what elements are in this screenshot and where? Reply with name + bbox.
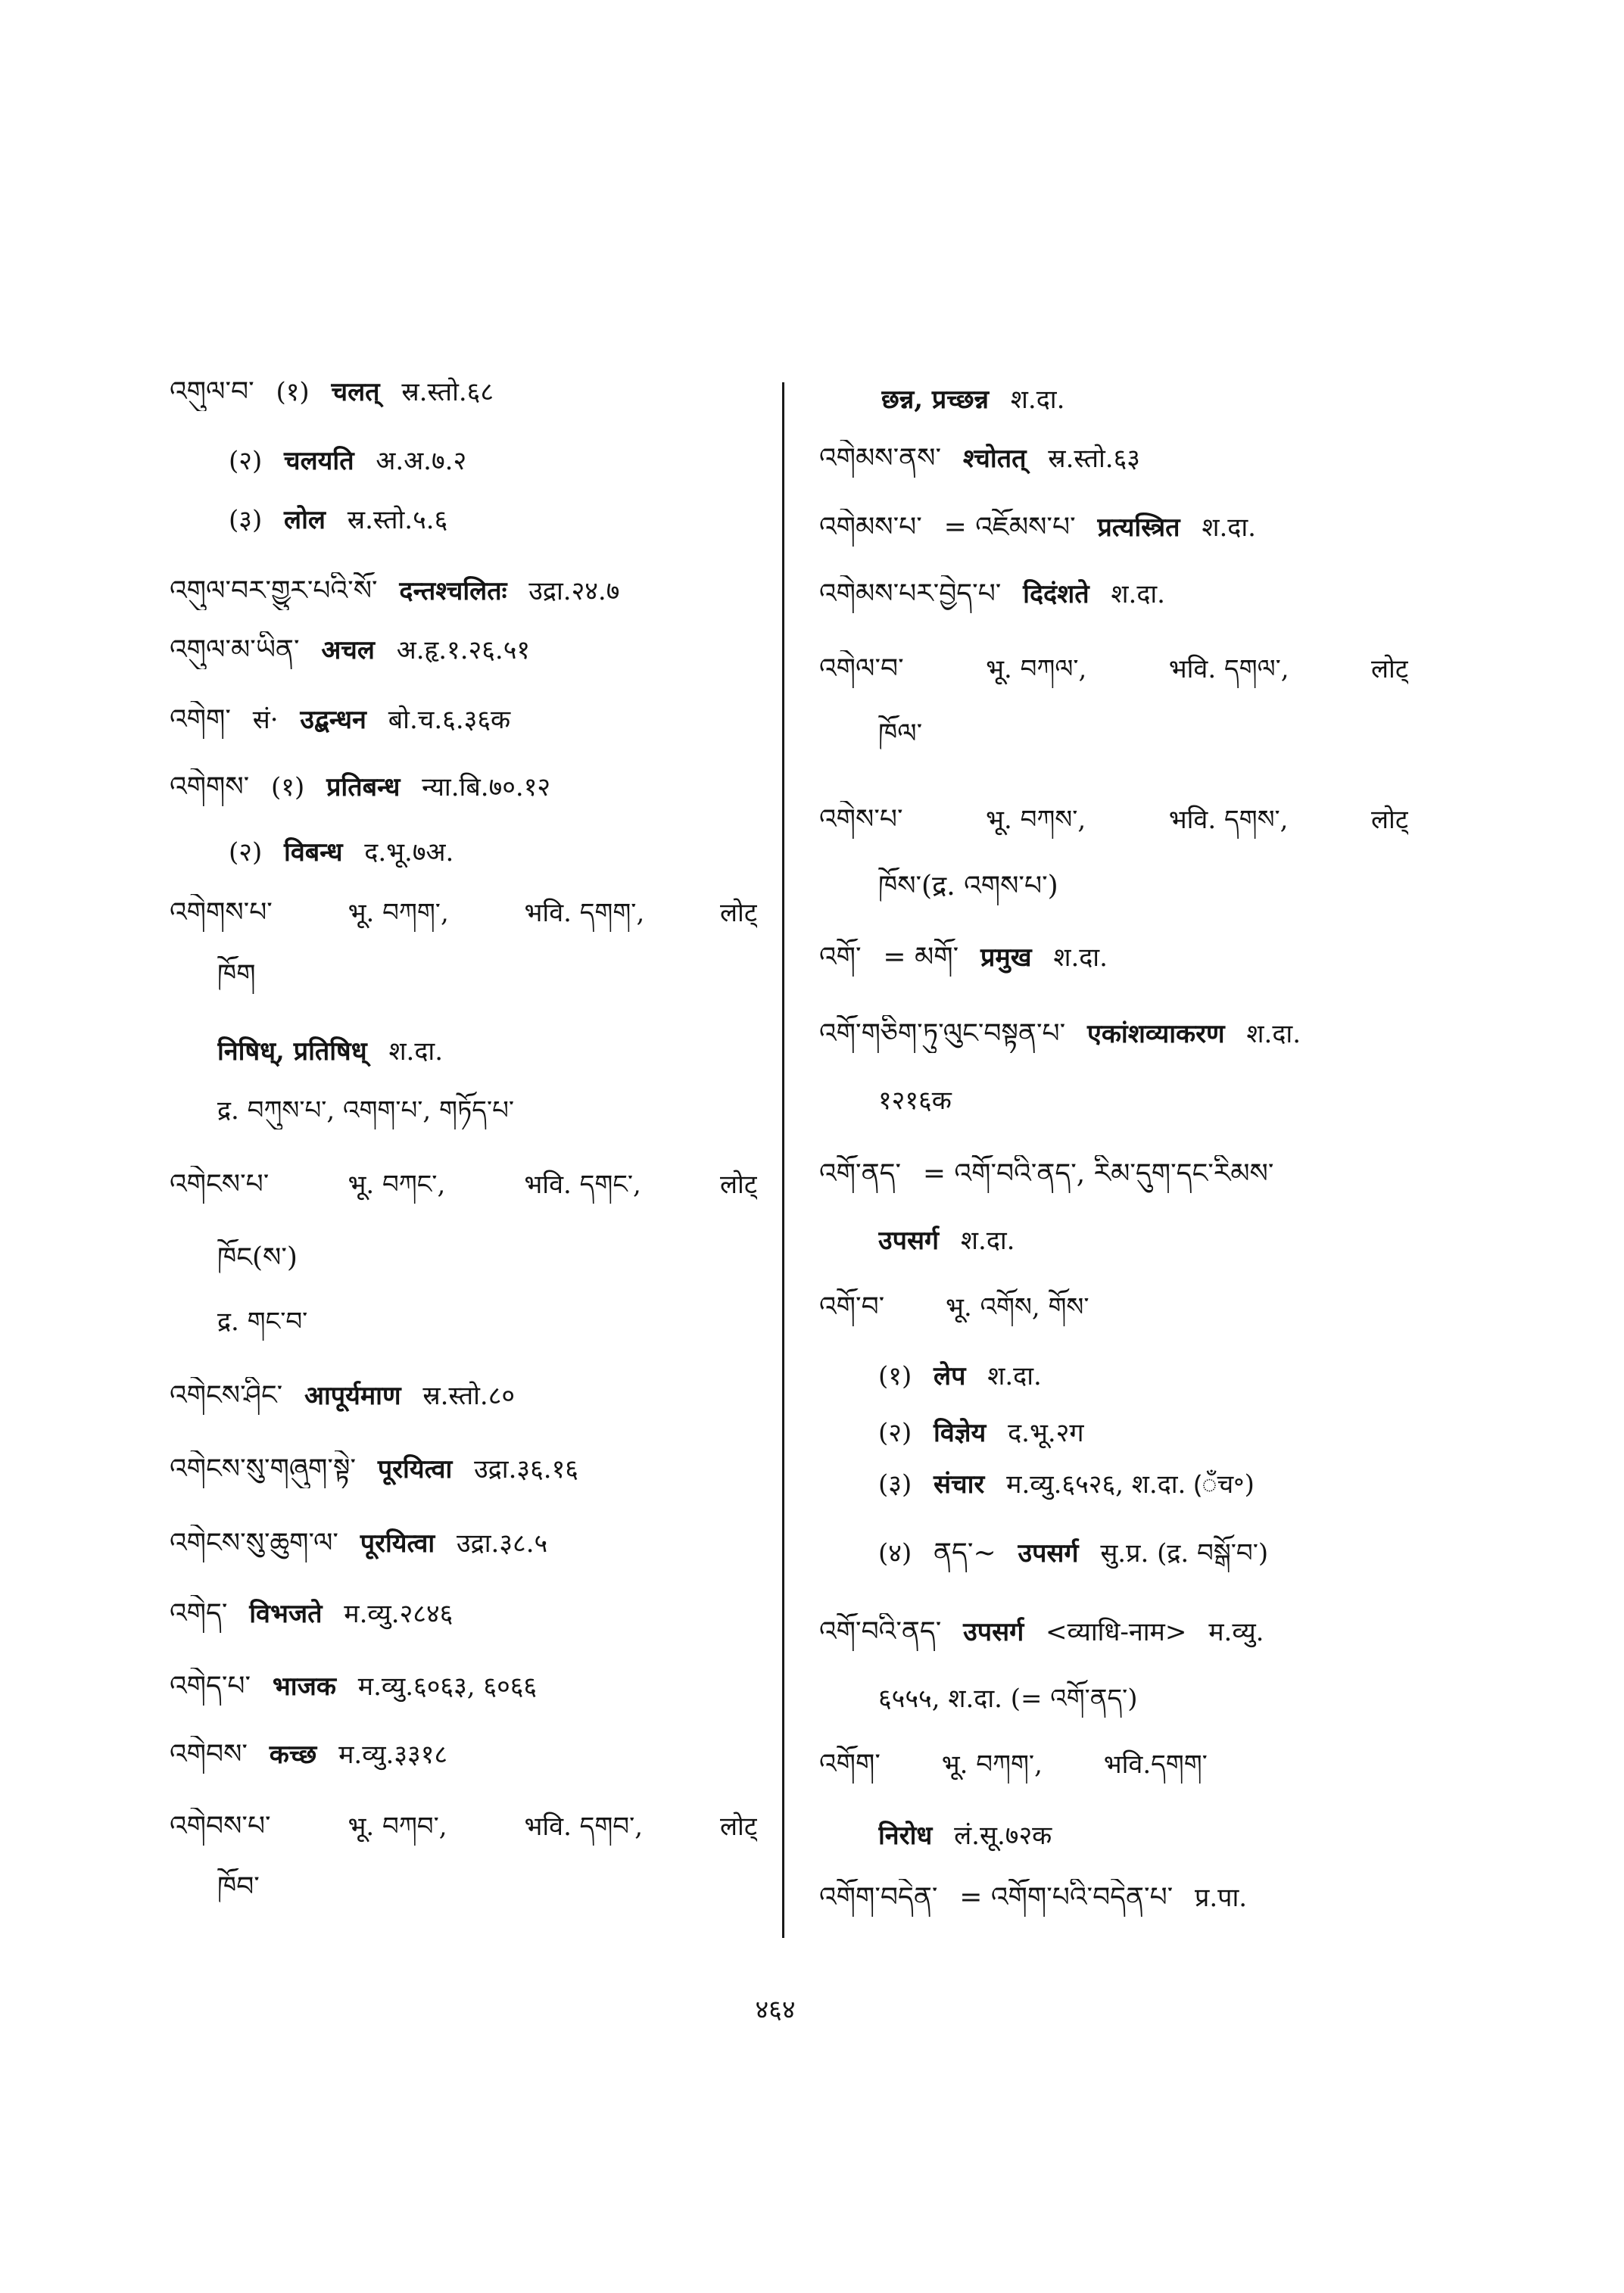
headword: འགེལ་བ་ xyxy=(819,653,904,684)
headword: འགེགས་ xyxy=(170,771,250,802)
entry-line xyxy=(819,1155,1408,1193)
gloss: श्चोतत् xyxy=(962,444,1027,474)
source: द.भू.२ग xyxy=(1008,1418,1084,1448)
gloss: भाजक xyxy=(272,1671,336,1702)
source: म.व्यु.६५२६, श.दा. (ँच॰) xyxy=(1006,1469,1255,1500)
source: श.दा. xyxy=(960,1226,1015,1256)
sense-line xyxy=(878,1466,1408,1503)
sense-line xyxy=(878,1534,1408,1572)
headword: འགེག་ xyxy=(170,704,231,735)
source: स्र.स्तो.६३ xyxy=(1048,444,1140,474)
tibetan-term: ནད་~ xyxy=(934,1537,996,1569)
source: श.दा. xyxy=(1111,579,1165,609)
gloss: प्रमुख xyxy=(980,942,1032,973)
gloss: लेप xyxy=(934,1361,966,1391)
entry-line xyxy=(170,572,757,610)
headword: འགོ་བ་ xyxy=(819,1291,885,1323)
entry-line xyxy=(170,1166,757,1204)
entry-line xyxy=(170,768,757,806)
source: उद्रा.३६.१६ xyxy=(474,1454,578,1485)
source: श.दा. xyxy=(388,1036,444,1067)
imperative-label: लोट् xyxy=(719,1170,757,1200)
gloss: छन्न, प्रच्छन्न xyxy=(881,385,989,415)
entry-line xyxy=(170,1668,757,1706)
imperative-label: लोट् xyxy=(719,1812,757,1842)
gloss: चलत् xyxy=(331,377,380,407)
column-divider xyxy=(782,382,784,1938)
entry-line xyxy=(170,1736,757,1774)
gloss: दिदंशते xyxy=(1023,579,1089,609)
imperative-label: लोट् xyxy=(1370,805,1408,835)
source: स्र.स्तो.५.६ xyxy=(347,505,448,535)
sense-line xyxy=(229,501,757,539)
imperative-label: लोट् xyxy=(720,898,757,928)
category-note: <व्याधि-नाम> xyxy=(1046,1617,1187,1647)
past-form: भू. བཀག་, xyxy=(941,1749,1043,1780)
source: श.दा. xyxy=(1053,942,1108,973)
equivalent: = འགོ་བའི་ནད་, རིམ་དུག་དང་རིམས་ xyxy=(922,1158,1274,1189)
gloss: उपसर्ग xyxy=(1018,1538,1079,1569)
past-form: भू. བཀག་, xyxy=(348,898,449,928)
gloss: कच्छ xyxy=(269,1740,317,1770)
headword: འགེངས་སུ་གཞུག་སྟེ་ xyxy=(170,1453,357,1485)
gloss: विभजते xyxy=(249,1599,323,1629)
source: स्र.स्तो.८० xyxy=(422,1381,516,1411)
sense-number: (१) xyxy=(271,772,305,802)
headword: འགུལ་བར་གྱུར་པའི་སོ་ xyxy=(170,575,378,606)
gloss: संचार xyxy=(934,1469,985,1500)
imperative-form: ཁོབ་ xyxy=(217,1871,260,1902)
headword: འགོ་ནད་ xyxy=(819,1158,902,1189)
imperative-form: ཁོང(ས་) xyxy=(217,1242,298,1273)
past-form: भू. བཀང་, xyxy=(348,1170,446,1200)
entry-line xyxy=(170,631,757,669)
headword: འགོག་བདེན་ xyxy=(819,1882,938,1913)
gloss: लोल xyxy=(284,505,326,535)
source: ६५५५, श.दा. (= འགོ་ནད་) xyxy=(878,1684,1138,1714)
source: प्र.पा. xyxy=(1195,1883,1248,1913)
entry-line xyxy=(170,1808,757,1846)
sense-number: (४) xyxy=(878,1538,912,1569)
future-form: भवि. དགང་, xyxy=(524,1170,641,1200)
continuation-line xyxy=(878,1222,1408,1260)
imperative-form: ཁོལ་ xyxy=(878,718,923,749)
entry-line xyxy=(819,575,1408,613)
past-form: भू. འགོས, གོས་ xyxy=(946,1292,1089,1323)
entry-line xyxy=(819,939,1408,977)
usage-note: सं· xyxy=(252,705,279,735)
continuation-line xyxy=(878,868,1408,905)
entry-line xyxy=(170,1377,757,1415)
entry-line xyxy=(170,373,757,411)
headword: འགོ་ xyxy=(819,942,862,973)
source: न्या.बि.७०.१२ xyxy=(422,772,551,802)
sense-line xyxy=(878,1414,1408,1452)
source: उद्रा.३८.५ xyxy=(457,1528,548,1559)
headword: འགེམས་ནས་ xyxy=(819,443,942,474)
headword: འགེད་ xyxy=(170,1598,228,1629)
entry-line xyxy=(170,1525,757,1562)
source: श.दा. xyxy=(1010,385,1065,415)
sense-number: (२) xyxy=(878,1418,912,1448)
entry-line xyxy=(819,1746,1408,1784)
future-form: भवि. དགག་, xyxy=(524,898,645,928)
gloss: उद्बन्धन xyxy=(300,705,366,735)
headword: འགེས་པ་ xyxy=(819,804,903,835)
entry-line xyxy=(819,801,1408,839)
imperative-label: लोट् xyxy=(1370,654,1408,684)
source: म.व्यु.६०६३, ६०६६ xyxy=(357,1671,538,1702)
cross-reference-text: द्र. བཀུས་པ་, འགག་པ་, གཏོད་པ་ xyxy=(217,1095,515,1126)
gloss: दन्तश्चलितः xyxy=(399,576,507,606)
equivalent: = འགོག་པའི་བདེན་པ་ xyxy=(959,1882,1174,1913)
headword: འགུལ་བ་ xyxy=(170,376,254,407)
continuation-line xyxy=(878,1817,1408,1855)
gloss: उपसर्ग xyxy=(963,1617,1024,1647)
continuation-line xyxy=(878,715,1408,753)
gloss: अचल xyxy=(321,635,375,665)
entry-line xyxy=(170,1595,757,1633)
page-number: ४६४ xyxy=(755,1995,796,2025)
entry-line xyxy=(819,650,1408,688)
gloss: विज्ञेय xyxy=(934,1418,987,1448)
cross-reference xyxy=(217,1303,757,1341)
source: बो.च.६.३६क xyxy=(388,705,511,735)
continuation-line xyxy=(878,1082,1408,1120)
source: स्र.स्तो.६८ xyxy=(401,377,494,407)
entry-line xyxy=(819,1015,1408,1053)
headword: འགེངས་སུ་ཆུག་ལ་ xyxy=(170,1528,338,1559)
source: द.भू.७अ. xyxy=(364,837,454,868)
sense-number: (१) xyxy=(276,377,310,407)
past-form: भू. བཀལ་, xyxy=(986,654,1087,684)
headword: འགེམས་པ་ xyxy=(819,512,922,543)
equivalent: = མགོ་ xyxy=(883,942,959,973)
gloss: पूरयित्वा xyxy=(360,1528,435,1559)
past-form: भू. བཀས་, xyxy=(986,805,1086,835)
gloss: चलयति xyxy=(284,446,354,476)
sense-number: (२) xyxy=(229,837,263,868)
source: म.व्यु. xyxy=(1208,1617,1264,1647)
entry-line xyxy=(819,440,1408,478)
entry-line xyxy=(819,509,1408,547)
headword: འགོ་བའི་ནད་ xyxy=(819,1616,942,1647)
imperative-form: ཁོས་(द्र. འགས་པ་) xyxy=(878,871,1058,902)
gloss: निरोध xyxy=(878,1821,933,1851)
source: म.व्यु.२८४६ xyxy=(344,1599,454,1629)
gloss: विबन्ध xyxy=(284,837,343,868)
entry-line xyxy=(819,1288,1408,1326)
imperative-form: ཁོག xyxy=(217,959,256,990)
cross-reference-text: द्र. གང་བ་ xyxy=(217,1307,308,1337)
continuation-line xyxy=(217,956,757,994)
source: अ.अ.७.२ xyxy=(376,446,467,476)
entry-line xyxy=(170,701,757,739)
source: श.दा. xyxy=(1246,1019,1301,1049)
continuation-line xyxy=(217,1239,757,1277)
headword: འགོག་ xyxy=(819,1749,881,1780)
sense-number: (१) xyxy=(878,1361,912,1391)
headword: འགེངས་པ་ xyxy=(170,1169,270,1200)
gloss: आपूर्यमाण xyxy=(304,1381,401,1411)
continuation-line xyxy=(217,1033,757,1070)
source: म.व्यु.३३१८ xyxy=(338,1740,448,1770)
headword: འགེད་པ་ xyxy=(170,1671,251,1702)
source: १२१६क xyxy=(878,1086,952,1116)
future-form: भवि. དགབ་, xyxy=(524,1812,644,1842)
entry-line xyxy=(170,1450,757,1488)
source: सु.प्र. (द्र. བསྒོ་བ་) xyxy=(1100,1538,1269,1569)
future-form: भवि. དགས་, xyxy=(1168,805,1289,835)
headword: འགེབས་པ་ xyxy=(170,1811,271,1842)
headword: འགོ་གཅིག་ཏུ་ལུང་བསྟན་པ་ xyxy=(819,1018,1066,1049)
sense-number: (३) xyxy=(878,1469,912,1500)
headword: འགེམས་པར་བྱེད་པ་ xyxy=(819,578,1002,609)
continuation-line xyxy=(881,381,1408,419)
gloss: निषिध्, प्रतिषिध् xyxy=(217,1036,367,1067)
future-form: भवि.དགག་ xyxy=(1103,1749,1208,1780)
future-form: भवि. དགལ་, xyxy=(1168,654,1289,684)
gloss: एकांशव्याकरण xyxy=(1087,1019,1225,1049)
sense-line xyxy=(229,442,757,480)
sense-number: (२) xyxy=(229,446,263,476)
equivalent: = འཇོམས་པ་ xyxy=(943,512,1076,543)
entry-line xyxy=(170,894,757,932)
headword: འགེབས་ xyxy=(170,1739,248,1770)
continuation-line xyxy=(878,1680,1408,1718)
gloss: पूरयित्वा xyxy=(377,1454,453,1485)
headword: འགུལ་མ་ཡིན་ xyxy=(170,634,300,665)
sense-number: (३) xyxy=(229,505,263,535)
entry-line xyxy=(819,1879,1408,1917)
past-form: भू. བཀབ་, xyxy=(348,1812,447,1842)
gloss: प्रत्यस्त्रित xyxy=(1097,512,1180,543)
gloss: प्रतिबन्ध xyxy=(326,772,401,802)
source: लं.सू.७२क xyxy=(954,1821,1052,1851)
cross-reference xyxy=(217,1092,757,1129)
gloss: उपसर्ग xyxy=(878,1226,940,1256)
headword: འགེགས་པ་ xyxy=(170,897,273,928)
source: अ.हृ.१.२६.५१ xyxy=(396,635,531,665)
source: श.दा. xyxy=(987,1361,1042,1391)
continuation-line xyxy=(217,1868,757,1906)
sense-line xyxy=(878,1357,1408,1395)
sense-line xyxy=(229,833,757,871)
entry-line xyxy=(819,1613,1408,1651)
source: उद्रा.२४.७ xyxy=(528,576,620,606)
source: श.दा. xyxy=(1202,512,1256,543)
headword: འགེངས་ཤིང་ xyxy=(170,1380,283,1411)
